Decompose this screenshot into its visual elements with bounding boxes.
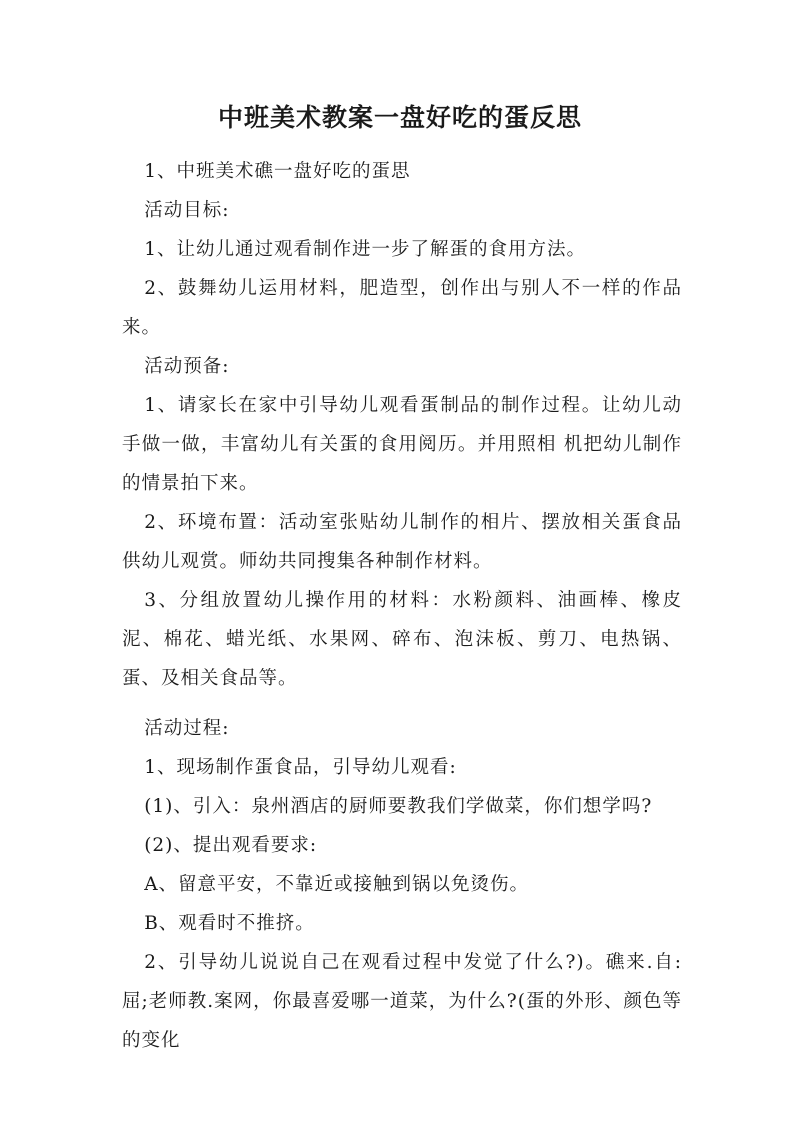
paragraph-requirement-a: A、留意平安，不靠近或接触到锅以免烫伤。 — [144, 874, 530, 895]
paragraph-process-1-1: (1)、引入：泉州酒店的厨师要教我们学做菜，你们想学吗? — [144, 796, 653, 817]
paragraph-process-1: 1、现场制作蛋食品，引导幼儿观看: — [144, 757, 457, 778]
paragraph-prep-2: 2、环境布置：活动室张贴幼儿制作的相片、摆放相关蛋食品供幼儿观赏。师幼共同搜集各种制作材料。 — [122, 512, 682, 572]
paragraph-process-1-2: (2)、提出观看要求: — [144, 835, 318, 856]
paragraph-requirement-b: B、观看时不推挤。 — [144, 913, 315, 934]
paragraph-section-process: 活动过程: — [144, 718, 230, 739]
paragraph-heading-lesson: 1、中班美术礁一盘好吃的蛋思 — [144, 161, 411, 182]
paragraph-goal-1: 1、让幼儿通过观看制作进一步了解蛋的食用方法。 — [144, 239, 586, 260]
document-body — [122, 152, 682, 1060]
paragraph-prep-1: 1、请家长在家中引导幼儿观看蛋制品的制作过程。让幼儿动手做一做，丰富幼儿有关蛋的食用阅历。并用照相 机把幼儿制作的情景拍下来。 — [122, 395, 682, 494]
paragraph-section-goals: 活动目标: — [144, 200, 230, 221]
paragraph-process-2: 2、引导幼儿说说自己在观看过程中发觉了什么?)。礁来.自:屈;老师教.案网，你最喜爱哪一道菜，为什么?(蛋的外形、颜色等的变化 — [122, 952, 682, 1051]
paragraph-section-preparation: 活动预备: — [144, 356, 230, 377]
paragraph-goal-2: 2、鼓舞幼儿运用材料，肥造型，创作出与别人不一样的作品来。 — [122, 278, 682, 338]
document-title: 中班美术教案一盘好吃的蛋反思 — [217, 103, 582, 132]
paragraph-prep-3: 3、分组放置幼儿操作用的材料：水粉颜料、油画棒、橡皮泥、棉花、蜡光纸、水果网、碎布、泡沫板、剪刀、电热锅、蛋、及相关食品等。 — [122, 590, 682, 689]
